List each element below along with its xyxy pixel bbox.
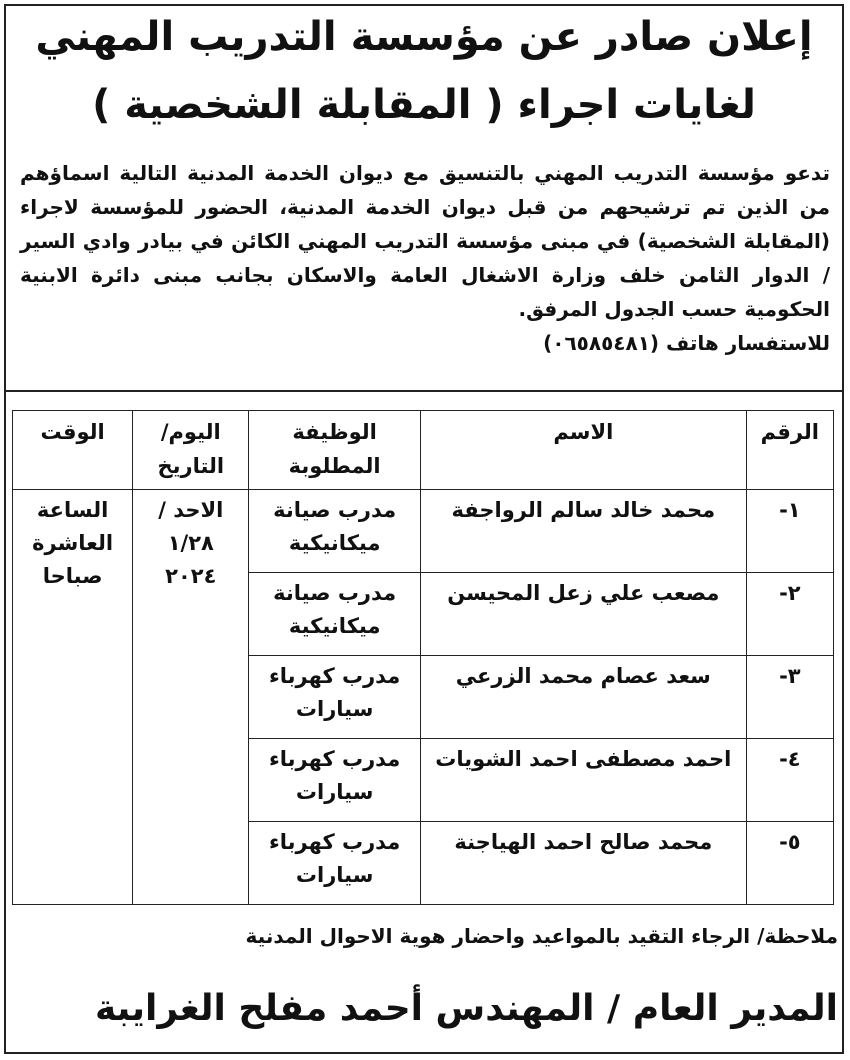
table-header-row xyxy=(13,411,834,490)
row-num: ٤- xyxy=(746,739,833,822)
row-name: محمد خالد سالم الرواجفة xyxy=(420,490,746,573)
row-name: سعد عصام محمد الزرعي xyxy=(420,656,746,739)
row-job: مدرب صيانة ميكانيكية xyxy=(249,490,421,573)
header-time: الوقت xyxy=(13,411,133,490)
phone-line: للاستفسار هاتف (٠٦٥٨٥٤٨١) xyxy=(543,331,830,355)
row-name: محمد صالح احمد الهياجنة xyxy=(420,822,746,905)
header-day-line2: التاريخ xyxy=(157,454,225,478)
row-name: مصعب علي زعل المحيسن xyxy=(420,573,746,656)
row-job: مدرب كهرباء سيارات xyxy=(249,739,421,822)
announcement-title: إعلان صادر عن مؤسسة التدريب المهني xyxy=(35,14,813,60)
row-num: ١- xyxy=(746,490,833,573)
header-num: الرقم xyxy=(746,411,833,490)
row-job: مدرب كهرباء سيارات xyxy=(249,656,421,739)
body-paragraph: تدعو مؤسسة التدريب المهني بالتنسيق مع ديوان الخدمة المدنية التالية اسماؤهم من الذين تم ترشيحهم من قبل ديوان الخدمة المدنية، الحضور للمؤسسة لاجراء (المقابلة الشخصية) في مبنى مؤسسة التدريب المهني الكائن في بيادر وادي السير / الدوار الثامن خلف وزارة الاشغال العامة والاسكان بجانب مبنى دائرة الابنية الحكومية حسب الجدول المرفق. xyxy=(20,161,830,321)
day-date-cell: الاحد /١/٢٨ ٢٠٢٤ xyxy=(133,490,249,905)
interview-schedule-table xyxy=(12,410,834,905)
header-job-line1: الوظيفة xyxy=(292,420,377,444)
note-text: ملاحظة/ الرجاء التقيد بالمواعيد واحضار هوية الاحوال المدنية xyxy=(245,924,838,948)
time-cell: الساعة العاشرة صباحا xyxy=(13,490,133,905)
header-day xyxy=(133,411,249,490)
row-num: ٥- xyxy=(746,822,833,905)
header-job-line2: المطلوبة xyxy=(288,454,381,478)
table-row xyxy=(13,490,834,573)
header-day-line1: اليوم/ xyxy=(160,420,221,444)
row-num: ٢- xyxy=(746,573,833,656)
row-num: ٣- xyxy=(746,656,833,739)
row-name: احمد مصطفى احمد الشويات xyxy=(420,739,746,822)
announcement-body xyxy=(20,156,830,360)
announcement-header xyxy=(6,6,842,392)
header-job xyxy=(249,411,421,490)
announcement-subtitle: لغايات اجراء ( المقابلة الشخصية ) xyxy=(92,82,756,128)
header-name: الاسم xyxy=(420,411,746,490)
row-job: مدرب صيانة ميكانيكية xyxy=(249,573,421,656)
signature: المدير العام / المهندس أحمد مفلح الغرايبة xyxy=(94,988,838,1029)
row-job: مدرب كهرباء سيارات xyxy=(249,822,421,905)
